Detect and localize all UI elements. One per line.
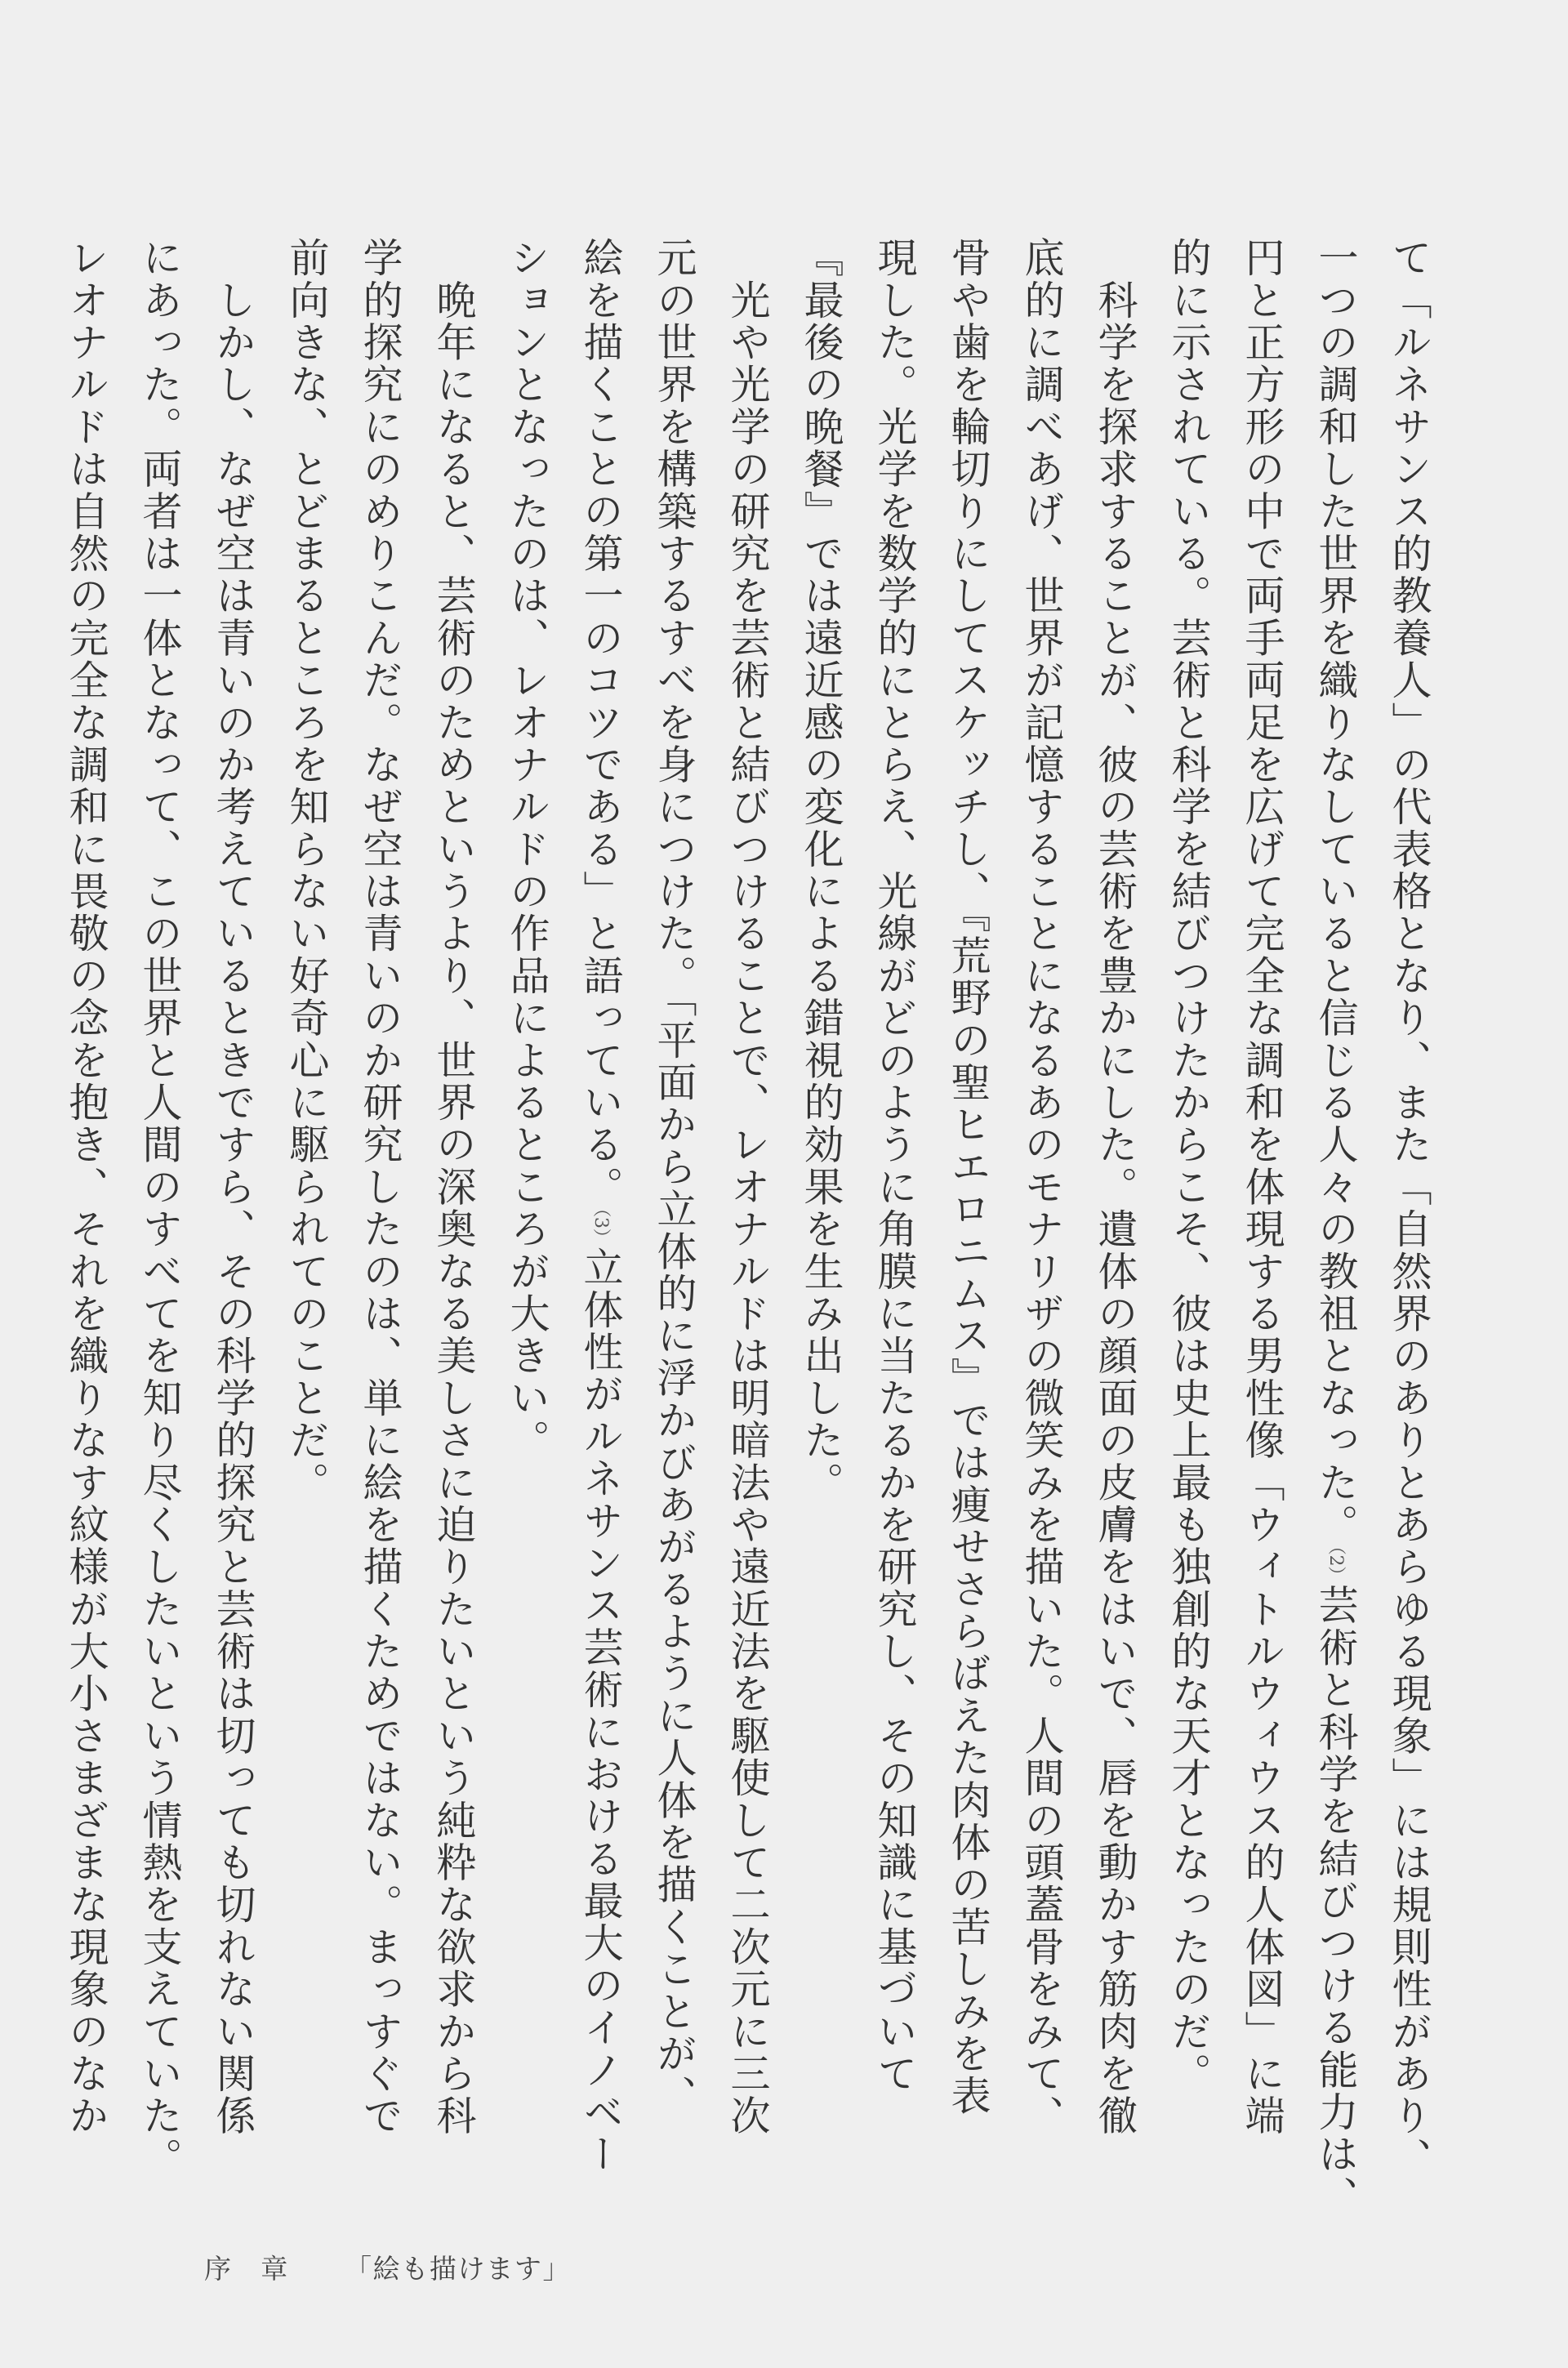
footnote-marker: （2） — [1325, 1545, 1346, 1585]
text-line: 晩年になると、芸術のためというより、世界の深奥なる美しさに迫りたいという純粋な欲求から科 — [430, 237, 477, 2138]
text-line: 学的探究にのめりこんだ。なぜ空は青いのか研究したのは、単に絵を描くためではない。まっすぐで — [357, 237, 403, 2138]
body-text — [49, 237, 1446, 2218]
chapter-title: 「絵も描けます」 — [344, 2253, 572, 2285]
text-line: 骨や歯を輪切りにしてスケッチし、『荒野の聖ヒエロニムス』では痩せさらばえた肉体の苦しみを表 — [945, 237, 991, 2117]
text-line: 現した。光学を数学的にとらえ、光線がどのように角膜に当たるかを研究し、その知識に基づいて — [871, 237, 918, 2095]
text-line: しかし、なぜ空は青いのか考えているときですら、その科学的探究と芸術は切っても切れない関係 — [210, 237, 256, 2138]
text-line: 光や光学の研究を芸術と結びつけることで、レオナルドは明暗法や遠近法を駆使して二次元に三次 — [724, 237, 771, 2138]
text-line: にあった。両者は一体となって、この世界と人間のすべてを知り尽くしたいという情熱を支えていた。 — [136, 237, 183, 2179]
text-line: て「ルネサンス的教養人」の代表格となり、また「自然界のありとあらゆる現象」には規則性があり、 — [1386, 237, 1432, 2179]
chapter-label: 序 章 — [204, 2253, 289, 2285]
footnote-marker: （3） — [590, 1208, 611, 1246]
text-line: 絵を描くことの第一のコツである」と語っている。（3）立体性がルネサンス芸術における最大のイノベー — [577, 237, 624, 2176]
text-line: 底的に調べあげ、世界が記憶することになるあのモナリザの微笑みを描いた。人間の頭蓋骨をみて、 — [1018, 237, 1065, 2138]
running-footer — [204, 2248, 571, 2286]
text-line: 前向きな、とどまるところを知らない好奇心に駆られてのことだ。 — [283, 237, 330, 1504]
text-line: 元の世界を構築するすべを身につけた。「平面から立体的に浮かびあがるように人体を描くことが、 — [651, 237, 697, 2117]
text-line: 科学を探求することが、彼の芸術を豊かにした。遺体の顔面の皮膚をはいで、唇を動かす筋肉を徹 — [1092, 237, 1138, 2138]
text-line: 『最後の晩餐』では遠近感の変化による錯視的効果を生み出した。 — [798, 237, 844, 1504]
text-line: 一つの調和した世界を織りなしていると信じる人々の教祖となった。（2）芸術と科学を結びつける能力は、 — [1312, 237, 1359, 2218]
text-line: ションとなったのは、レオナルドの作品によるところが大きい。 — [504, 237, 550, 1462]
text-line: 円と正方形の中で両手両足を広げて完全な調和を体現する男性像「ウィトルウィウス的人体図」に端 — [1239, 237, 1285, 2138]
text-line: 的に示されている。芸術と科学を結びつけたからこそ、彼は史上最も独創的な天才となったのだ。 — [1165, 237, 1212, 2095]
text-line: レオナルドは自然の完全な調和に畏敬の念を抱き、それを織りなす紋様が大小さまざまな現象のなか — [63, 237, 109, 2138]
